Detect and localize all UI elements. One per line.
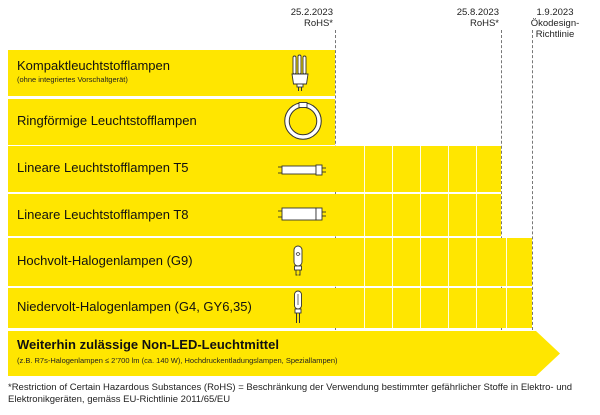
g4-halogen-lamp-icon	[292, 290, 304, 324]
row-title: Lineare Leuchtstofflampen T5	[17, 160, 189, 175]
grid-line	[420, 146, 421, 328]
lamp-row-linear-t8	[8, 194, 501, 236]
timeline-label-rohs-feb	[268, 7, 333, 29]
grid-line	[476, 146, 477, 328]
timeline-date: 25.8.2023	[456, 7, 499, 18]
row-subtitle: (ohne integriertes Vorschaltgerät)	[17, 75, 128, 84]
row-title: Ringförmige Leuchtstofflampen	[17, 113, 197, 128]
lamp-row-g9-halogen	[8, 238, 532, 286]
remaining-lamps-subtitle: (z.B. R7s-Halogenlampen ≤ 2’700 lm (ca. 140 W), Hochdruckentladungslampen, Speziallampen)	[17, 356, 338, 365]
timeline-label-rohs-aug	[434, 7, 499, 29]
linear-tube-t8-icon	[278, 206, 326, 222]
timeline-regulation: RoHS*	[303, 18, 333, 29]
compact-fluorescent-lamp-icon	[288, 53, 312, 93]
g9-halogen-lamp-icon	[292, 245, 304, 277]
timeline-label-ecodesign	[520, 7, 590, 40]
grid-line	[392, 146, 393, 328]
lamp-row-compact-fluorescent	[8, 50, 335, 96]
linear-tube-t5-icon	[278, 163, 326, 177]
lamp-row-g4-halogen	[8, 288, 532, 328]
remaining-lamps-title: Weiterhin zulässige Non-LED-Leuchtmittel	[17, 337, 279, 352]
grid-line	[448, 146, 449, 328]
lamp-row-linear-t5	[8, 146, 501, 192]
grid-line	[506, 238, 507, 328]
timeline-marker-sep	[532, 30, 533, 335]
timeline-date: 25.2.2023	[290, 7, 333, 18]
rohs-footnote: *Restriction of Certain Hazardous Substances (RoHS) = Beschränkung der Verwendung bestimmter gefährlicher Stoffe in Elektro- und Elektronikgeräten, gemäss EU-Richtlinie 2011/65/EU	[8, 382, 573, 405]
timeline-regulation: Ökodesign-Richtlinie	[530, 18, 580, 40]
grid-line	[364, 146, 365, 328]
row-title: Niedervolt-Halogenlampen (G4, GY6,35)	[17, 299, 252, 314]
circular-fluorescent-lamp-icon	[283, 101, 323, 141]
row-title: Lineare Leuchtstofflampen T8	[17, 207, 189, 222]
row-title: Hochvolt-Halogenlampen (G9)	[17, 253, 193, 268]
timeline-date: 1.9.2023	[536, 7, 574, 18]
timeline-regulation: RoHS*	[469, 18, 499, 29]
row-title: Kompaktleuchtstofflampen	[17, 58, 170, 73]
